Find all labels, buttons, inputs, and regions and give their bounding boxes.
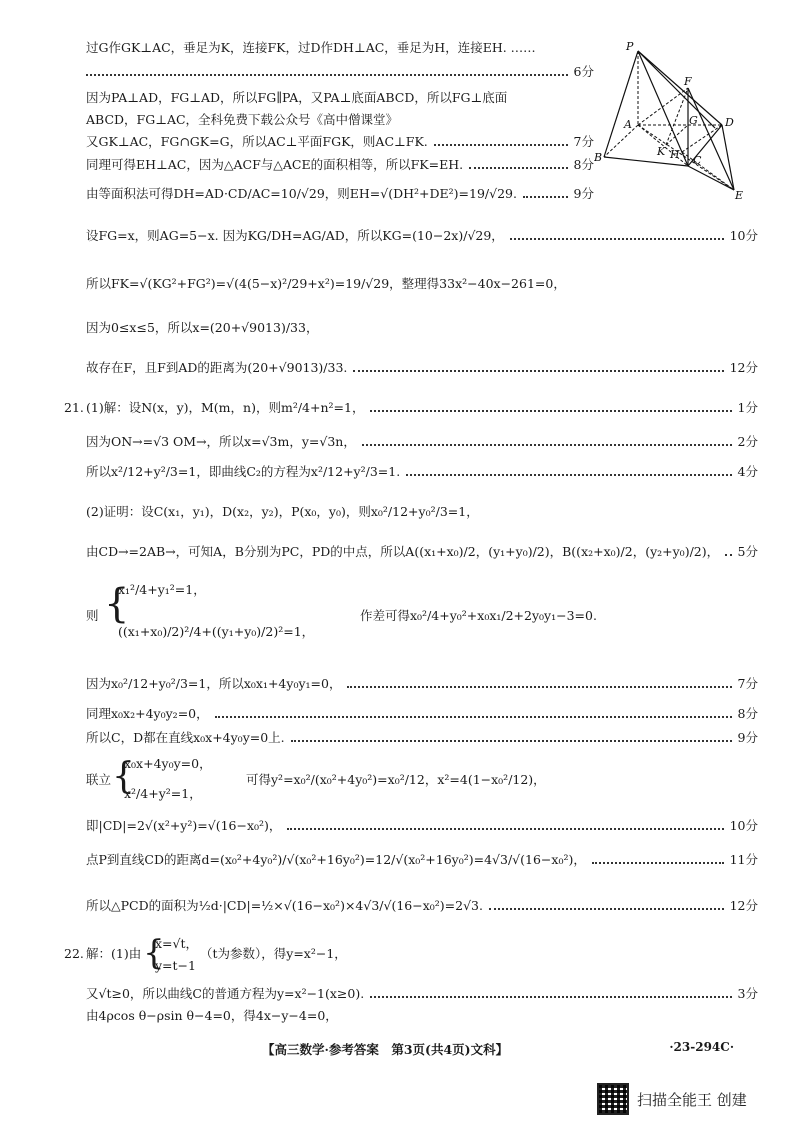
equation-17b: ((x₁+x₀)/2)²/4+((y₁+y₀)/2)²=1， xyxy=(118,624,315,639)
solution-line-14: 所以x²/12+y²/3=1，即曲线C₂的方程为x²/12+y²/3=1. 4分 xyxy=(86,464,758,479)
equation-21b: x²/4+y²=1， xyxy=(124,786,202,801)
solution-line-7: 由等面积法可得DH=AD·CD/AC=10/√29，则EH=√(DH²+DE²)=19/√29. 9分 xyxy=(86,186,594,201)
brace-2: { xyxy=(112,756,135,797)
solution-line-1: 过G作GK⊥AC，垂足为K，连接FK，过D作DH⊥AC，垂足为H，连接EH. …… xyxy=(86,40,536,55)
solution-line-17-prefix: 则 xyxy=(86,608,99,623)
solution-line-11: 故存在F，且F到AD的距离为(20+√9013)/33. 12分 xyxy=(86,360,758,375)
equation-17a: x₁²/4+y₁²=1， xyxy=(118,582,206,597)
brace-3: { xyxy=(143,933,165,973)
solution-line-2 xyxy=(86,64,594,80)
fig-label-g: G xyxy=(689,114,698,127)
fig-label-p: P xyxy=(626,40,634,53)
equation-25b: y=t−1 xyxy=(155,958,196,973)
solution-line-24: 所以△PCD的面积为½d·|CD|=½×√(16−x₀²)×4√3/√(16−x₀²)=2√3. 12分 xyxy=(86,898,758,913)
solution-line-25-prefix: 解：(1)由 xyxy=(86,946,142,961)
brace-1: { xyxy=(104,581,130,627)
score-6: 6分 xyxy=(573,64,594,79)
solution-line-5: 又GK⊥AC，FG∩GK=G，所以AC⊥平面FGK，则AC⊥FK. 7分 xyxy=(86,134,594,149)
question-22-number: 22. xyxy=(64,946,84,961)
solution-line-25-tail: （t为参数），得y=x²−1， xyxy=(200,946,347,961)
fig-label-b: B xyxy=(594,151,603,164)
solution-line-21-tail: 可得y²=x₀²/(x₀²+4y₀²)=x₀²/12，x²=4(1−x₀²/12)， xyxy=(246,772,546,787)
solution-line-22: 即|CD|=2√(x²+y²)=√(16−x₀²)， 10分 xyxy=(86,818,758,833)
fig-label-k: K xyxy=(657,145,666,158)
solution-line-6: 同理可得EH⊥AC，因为△ACF与△ACE的面积相等，所以FK=EH. 8分 xyxy=(86,157,594,172)
solution-line-21-prefix: 联立 xyxy=(86,772,112,787)
qr-code-icon xyxy=(597,1083,629,1115)
geometry-figure xyxy=(594,40,744,202)
page-footer: 【高三数学·参考答案 第3页(共4页)文科】 xyxy=(262,1042,509,1057)
solution-line-17-tail: 作差可得x₀²/4+y₀²+x₀x₁/2+2y₀y₁−3=0. xyxy=(360,608,597,623)
solution-line-3: 因为PA⊥AD，FG⊥AD，所以FG∥PA，又PA⊥底面ABCD，所以FG⊥底面 xyxy=(86,90,508,105)
solution-line-23: 点P到直线CD的距离d=(x₀²+4y₀²)/√(x₀²+16y₀²)=12/√(x₀²+16y₀²)=4√3/√(16−x₀²)， 11分 xyxy=(86,852,758,867)
solution-line-4: ABCD，FG⊥AC，全科免费下载公众号《高中僧课堂》 xyxy=(86,112,399,127)
fig-label-e: E xyxy=(735,189,744,202)
solution-line-9: 所以FK=√(KG²+FG²)=√(4(5−x)²/29+x²)=19/√29，整理得33x²−40x−261=0， xyxy=(86,276,566,291)
question-21-number: 21. xyxy=(64,400,84,415)
solution-line-27: 由4ρcos θ−ρsin θ−4=0，得4x−y−4=0， xyxy=(86,1008,338,1023)
solution-line-10: 因为0≤x≤5，所以x=(20+√9013)/33， xyxy=(86,320,319,335)
solution-line-19: 同理x₀x₂+4y₀y₂=0， 8分 xyxy=(86,706,758,721)
fig-label-h: H xyxy=(670,148,680,161)
fig-label-a: A xyxy=(624,118,632,131)
solution-line-13: 因为ON→=√3 OM→，所以x=√3m，y=√3n， 2分 xyxy=(86,434,758,449)
solution-line-15: (2)证明：设C(x₁，y₁)，D(x₂，y₂)，P(x₀，y₀)，则x₀²/12+y₀²/3=1， xyxy=(86,504,479,519)
solution-line-12: (1)解：设N(x，y)，M(m，n)，则m²/4+n²=1， 1分 xyxy=(86,400,758,415)
fig-label-f: F xyxy=(684,75,692,88)
fig-label-d: D xyxy=(725,116,734,129)
watermark-text: 扫描全能王 创建 xyxy=(637,1090,747,1109)
scanner-watermark xyxy=(597,1083,747,1115)
equation-25a: x=√t， xyxy=(155,936,199,951)
solution-line-8: 设FG=x，则AG=5−x. 因为KG/DH=AG/AD，所以KG=(10−2x)/√29， 10分 xyxy=(86,228,758,243)
solution-line-26: 又√t≥0，所以曲线C的普通方程为y=x²−1(x≥0). 3分 xyxy=(86,986,758,1001)
solution-line-20: 所以C，D都在直线x₀x+4y₀y=0上. 9分 xyxy=(86,730,758,745)
equation-21a: x₀x+4y₀y=0， xyxy=(124,756,212,771)
solution-line-16: 由CD→=2AB→，可知A，B分别为PC，PD的中点，所以A((x₁+x₀)/2，(y₁+y₀)/2)，B((x₂+x₀)/2，(y₂+y₀)/2)， 5分 xyxy=(86,544,758,559)
document-code: ·23-294C· xyxy=(669,1040,734,1054)
fig-label-c: C xyxy=(693,154,702,167)
solution-line-18: 因为x₀²/12+y₀²/3=1，所以x₀x₁+4y₀y₁=0， 7分 xyxy=(86,676,758,691)
